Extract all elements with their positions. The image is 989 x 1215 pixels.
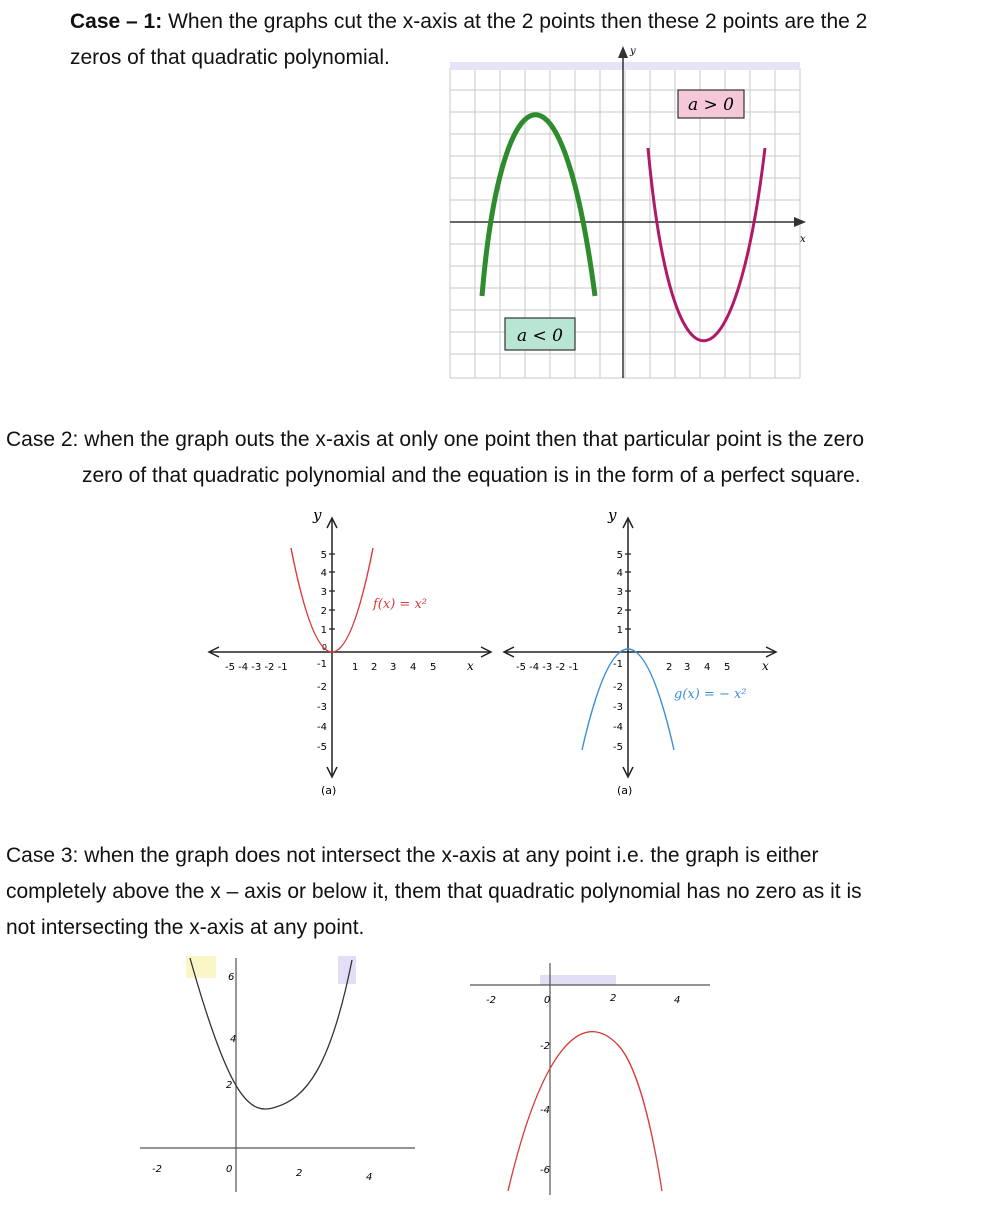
case1-label-negative-text: a < 0 bbox=[516, 326, 564, 346]
graph-a-y-tick: 4 bbox=[320, 568, 327, 579]
case1-label-positive bbox=[678, 90, 744, 118]
case2-graph-a bbox=[205, 500, 495, 805]
case3-line1: Case 3: when the graph does not intersect the x-axis at any point i.e. the graph is either bbox=[6, 844, 819, 867]
graph-a-x-tick: 3 bbox=[390, 662, 397, 673]
graph-b-y-tick: -4 bbox=[613, 722, 623, 733]
right-graph-x-tick: 4 bbox=[674, 995, 681, 1006]
left-graph-y-tick: 6 bbox=[228, 972, 235, 983]
case1-label-negative bbox=[505, 318, 575, 350]
case1-x-label: x bbox=[800, 234, 806, 245]
graph-b-function-label: g(x) = − x² bbox=[674, 687, 747, 702]
left-graph-x-tick: -2 bbox=[152, 1164, 162, 1175]
case3-graph-left bbox=[140, 950, 420, 1200]
case3-paragraph bbox=[6, 838, 981, 946]
graph-b-y-tick: -5 bbox=[613, 742, 623, 753]
case1-grid bbox=[450, 68, 800, 378]
graph-a-caption: (a) bbox=[321, 784, 337, 797]
left-graph-parabola bbox=[190, 958, 352, 1109]
case1-label-positive-text: a > 0 bbox=[687, 95, 735, 115]
highlight-lavender bbox=[338, 956, 356, 984]
graph-b-caption: (a) bbox=[617, 784, 633, 797]
graph-b-y-tick: 2 bbox=[616, 606, 623, 617]
graph-b-y-tick: 1 bbox=[616, 625, 623, 636]
graph-b-y-label: y bbox=[608, 506, 617, 524]
graph-a-y-tick: -5 bbox=[317, 742, 327, 753]
graph-a-x-tick: 2 bbox=[371, 662, 378, 673]
case1-y-label: y bbox=[630, 46, 636, 57]
case2-line2: zero of that quadratic polynomial and the equation is in the form of a perfect square. bbox=[82, 464, 861, 487]
graph-a-x-tick: 4 bbox=[410, 662, 417, 673]
graph-b-y-tick: -2 bbox=[613, 682, 623, 693]
graph-a-y-tick: -2 bbox=[317, 682, 327, 693]
graph-a-y-tick: 1 bbox=[320, 625, 327, 636]
case1-downward-parabola bbox=[482, 115, 595, 296]
graph-a-y-tick: 2 bbox=[320, 606, 327, 617]
highlight-lavender bbox=[540, 975, 616, 985]
graph-b-y-tick: 4 bbox=[616, 568, 623, 579]
case1-text-line1: When the graphs cut the x-axis at the 2 points then these 2 points are the 2 bbox=[162, 10, 868, 33]
graph-b-x-label: x bbox=[762, 659, 769, 673]
left-graph-x-tick: 0 bbox=[226, 1164, 233, 1175]
case3-line3: not intersecting the x-axis at any point. bbox=[6, 916, 365, 939]
graph-a-y-tick: -4 bbox=[317, 722, 327, 733]
graph-b-x-tick: 4 bbox=[704, 662, 711, 673]
right-graph-y-tick: -4 bbox=[540, 1105, 550, 1116]
right-graph-x-tick: 2 bbox=[610, 993, 617, 1004]
case2-paragraph bbox=[6, 422, 981, 494]
left-graph-x-tick: 4 bbox=[366, 1172, 373, 1183]
case1-y-arrow-icon bbox=[618, 46, 628, 58]
case3-line2: completely above the x – axis or below it, them that quadratic polynomial has no zero as it is bbox=[6, 880, 862, 903]
graph-b-y-tick: -3 bbox=[613, 702, 623, 713]
graph-b-y-tick: 5 bbox=[616, 550, 623, 561]
graph-a-y-tick: 5 bbox=[320, 550, 327, 561]
highlight-strip bbox=[450, 62, 800, 70]
left-graph-y-tick: 4 bbox=[230, 1034, 237, 1045]
graph-b-y-tick: -1 bbox=[613, 659, 623, 670]
graph-a-x-tick: 5 bbox=[430, 662, 437, 673]
graph-b-x-ticks-neg: -5 -4 -3 -2 -1 bbox=[516, 662, 579, 673]
graph-b-x-tick: 3 bbox=[684, 662, 691, 673]
graph-a-y-label: y bbox=[313, 506, 322, 524]
left-graph-x-tick: 2 bbox=[296, 1168, 303, 1179]
case1-text-line2: zeros of that quadratic polynomial. bbox=[70, 46, 390, 69]
graph-b-x-tick: 2 bbox=[666, 662, 673, 673]
case2-graph-b bbox=[500, 500, 790, 805]
left-graph-y-tick: 2 bbox=[226, 1080, 233, 1091]
graph-a-y-tick: -3 bbox=[317, 702, 327, 713]
graph-a-x-label: x bbox=[467, 659, 474, 673]
right-graph-y-tick: -2 bbox=[540, 1041, 550, 1052]
graph-b-x-tick: 5 bbox=[724, 662, 731, 673]
right-graph-y-tick: -6 bbox=[540, 1165, 550, 1176]
case2-line1: Case 2: when the graph outs the x-axis at only one point then that particular point is the zero bbox=[6, 428, 865, 451]
graph-a-origin: 0 bbox=[321, 643, 327, 652]
case1-graph bbox=[440, 40, 820, 385]
graph-a-y-tick: -1 bbox=[317, 659, 327, 670]
right-graph-x-tick: 0 bbox=[544, 995, 551, 1006]
graph-b-y-tick: 3 bbox=[616, 587, 623, 598]
right-graph-parabola bbox=[508, 1032, 662, 1191]
right-graph-x-tick: -2 bbox=[486, 995, 496, 1006]
graph-a-y-tick: 3 bbox=[320, 587, 327, 598]
case1-label: Case – 1: bbox=[70, 10, 163, 33]
case3-graph-right bbox=[470, 955, 720, 1205]
graph-a-function-label: f(x) = x² bbox=[373, 597, 427, 612]
graph-a-x-ticks-neg: -5 -4 -3 -2 -1 bbox=[225, 662, 288, 673]
graph-a-x-tick: 1 bbox=[352, 662, 359, 673]
